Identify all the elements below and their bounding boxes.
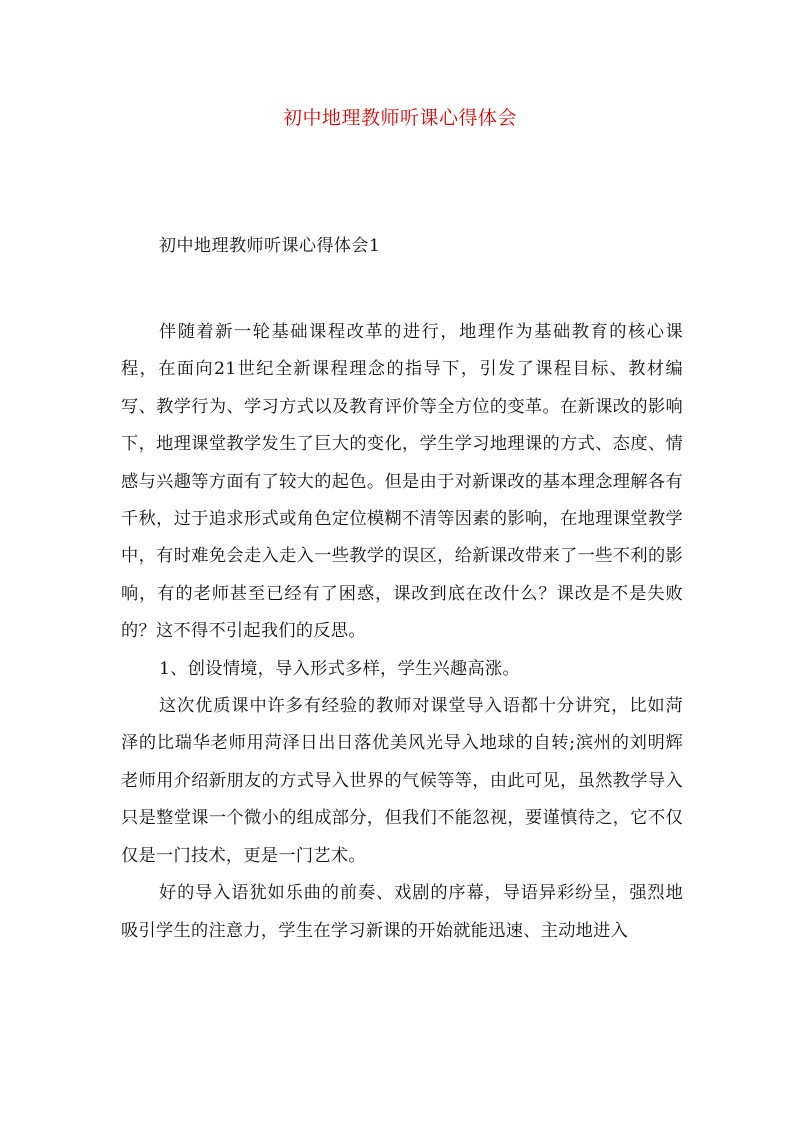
paragraph: 这次优质课中许多有经验的教师对课堂导入语都十分讲究，比如菏泽的比瑞华老师用菏泽日出日落优美风光导入地球的自转;滨州的刘明辉老师用介绍新朋友的方式导入世界的气候等等，由此可见，虽然教学导入只是整堂课一个微小的组成部分，但我们不能忽视，要谨慎待之，它不仅仅是一门技术，更是一门艺术。 <box>121 696 683 866</box>
section-heading: 初中地理教师听课心得体会1 <box>159 236 381 256</box>
paragraph: 好的导入语犹如乐曲的前奏、戏剧的序幕，导语异彩纷呈，强烈地吸引学生的注意力，学生在学习新课的开始就能迅速、主动地进入 <box>121 883 683 941</box>
paragraph: 1、创设情境，导入形式多样，学生兴趣高涨。 <box>159 658 520 679</box>
document-title: 初中地理教师听课心得体会 <box>282 107 517 129</box>
paragraph: 伴随着新一轮基础课程改革的进行，地理作为基础教育的核心课程，在面向21世纪全新课程理念的指导下，引发了课程目标、教材编写、教学行为、学习方式以及教育评价等全方位的变革。在新课改的影响下，地理课堂教学发生了巨大的变化，学生学习地理课的方式、态度、情感与兴趣等方面有了较大的起色。但是由于对新课改的基本理念理解各有千秋，过于追求形式或角色定位模糊不清等因素的影响，在地理课堂教学中，有时难免会走入走入一些教学的误区，给新课改带来了一些不利的影响，有的老师甚至已经有了困惑，课改到底在改什么？课改是不是失败的？这不得不引起我们的反思。 <box>121 322 683 642</box>
document-body <box>121 314 683 950</box>
